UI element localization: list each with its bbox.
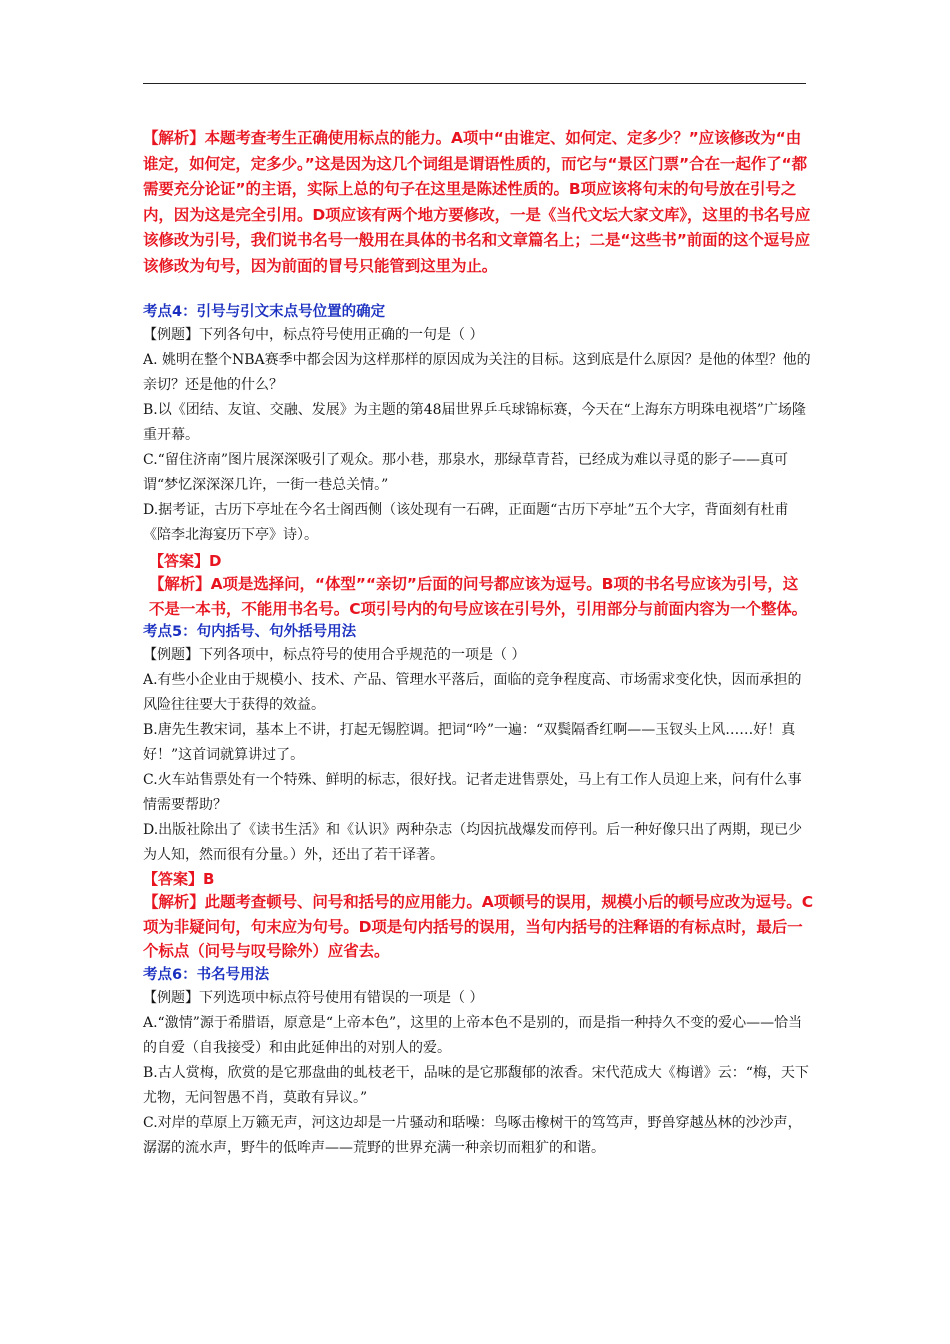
block1-analysis: 【解析】本题考查考生正确使用标点的能力。A项中“由谁定、如何定、定多少？”应该修改为“由谁定，如何定，定多少。”这是因为这几个词组是谓语性质的，而它与“景区门票”合在一起作了“都需要充分论证”的主语，实际上总的句子在这里是陈述性质的。B项应该将句末的句号放在引号之内，因为这是完全引用。D项应该有两个地方要修改，一是《当代文坛大家文库》，这里的书名号应该修改为引号，我们说书名号一般用在具体的书名和文章篇名上；二是“这些书”前面的这个逗号应该修改为句号，因为前面的冒号只能管到这里为止。 [143,129,811,275]
kaodian4-option-c: C.“留住济南”图片展深深吸引了观众。那小巷，那泉水，那绿草青苔，已经成为难以寻觅的影子——真可谓“梦忆深深深几许，一街一巷总关情。” [143,452,788,493]
kaodian4-option-d: D.据考证，古历下亭址在今名士阁西侧（该处现有一石碑，正面题“古历下亭址”五个大字，背面刻有杜甫《陪李北海宴历下亭》诗）。 [143,502,789,543]
kaodian5-heading: 考点5：句内括号、句外括号用法 [143,624,357,640]
kaodian4-option-a: A. 姚明在整个NBA赛季中都会因为这样那样的原因成为关注的目标。这到底是什么原因？是他的体型？他的亲切？还是他的什么？ [143,352,811,393]
kaodian6-option-a: A.“激情”源于希腊语，原意是“上帝本色”，这里的上帝本色不是别的，而是指一种持久不变的爱心——恰当的自爱（自我接受）和由此延伸出的对别人的爱。 [143,1014,803,1056]
kaodian6-heading: 考点6：书名号用法 [143,966,270,983]
kaodian5-option-b: B.唐先生教宋词，基本上不讲，打起无锡腔调。把词“吟”一遍：“双鬓隔香红啊——玉钗头上风……好！真好！”这首词就算讲过了。 [143,722,796,763]
kaodian4-heading: 考点4：引号与引文末点号位置的确定 [143,304,386,320]
kaodian4-answer: 【答案】D [149,552,222,570]
page-content [143,120,813,1161]
kaodian5-option-a: A.有些小企业由于规模小、技术、产品、管理水平落后，面临的竞争程度高、市场需求变化快，因而承担的风险往往要大于获得的效益。 [143,672,802,713]
kaodian5-answer: 【答案】B [143,870,215,888]
kaodian5-option-c: C.火车站售票处有一个特殊、鲜明的标志，很好找。记者走进售票处，马上有工作人员迎上来，问有什么事情需要帮助？ [143,772,802,813]
header-rule [143,83,806,84]
kaodian5-question: 【例题】下列各项中，标点符号的使用合乎规范的一项是（ ） [143,647,526,663]
kaodian5-option-d: D.出版社除出了《读书生活》和《认识》两种杂志（均因抗战爆发而停刊。后一种好像只出了两期，现已少为人知，然而很有分量。）外，还出了若干译著。 [143,822,803,863]
kaodian6-option-b: B.古人赏梅，欣赏的是它那盘曲的虬枝老干，品味的是它那馥郁的浓香。宋代范成大《梅谱》云：“梅，天下尤物，无问智愚不肖，莫敢有异议。” [143,1064,809,1106]
kaodian4-option-b: B.以《团结、友谊、交融、发展》为主题的第48届世界乒乓球锦标赛，今天在“上海东方明珠电视塔”广场隆重开幕。 [143,402,806,443]
kaodian4-analysis: 【解析】A项是选择问，“体型”“亲切”后面的问号都应该为逗号。B项的书名号应该为引号，这不是一本书，不能用书名号。C项引号内的句号应该在引号外，引用部分与前面内容为一个整体。 [149,575,808,618]
kaodian6-option-c: C.对岸的草原上万籁无声，河这边却是一片骚动和聒噪：鸟啄击橡树干的笃笃声，野兽穿越丛林的沙沙声，潺潺的流水声，野牛的低哞声——荒野的世界充满一种亲切而粗犷的和谐。 [143,1114,802,1156]
kaodian4-question: 【例题】下列各句中，标点符号使用正确的一句是（ ） [143,327,484,343]
kaodian5-analysis: 【解析】此题考查顿号、问号和括号的应用能力。A项顿号的误用，规模小后的顿号应改为逗号。C项为非疑问句，句末应为句号。D项是句内括号的误用，当句内括号的注释语的有标点时，最后一个标点（问号与叹号除外）应省去。 [143,893,813,960]
kaodian6-question: 【例题】下列选项中标点符号使用有错误的一项是（ ） [143,989,484,1006]
